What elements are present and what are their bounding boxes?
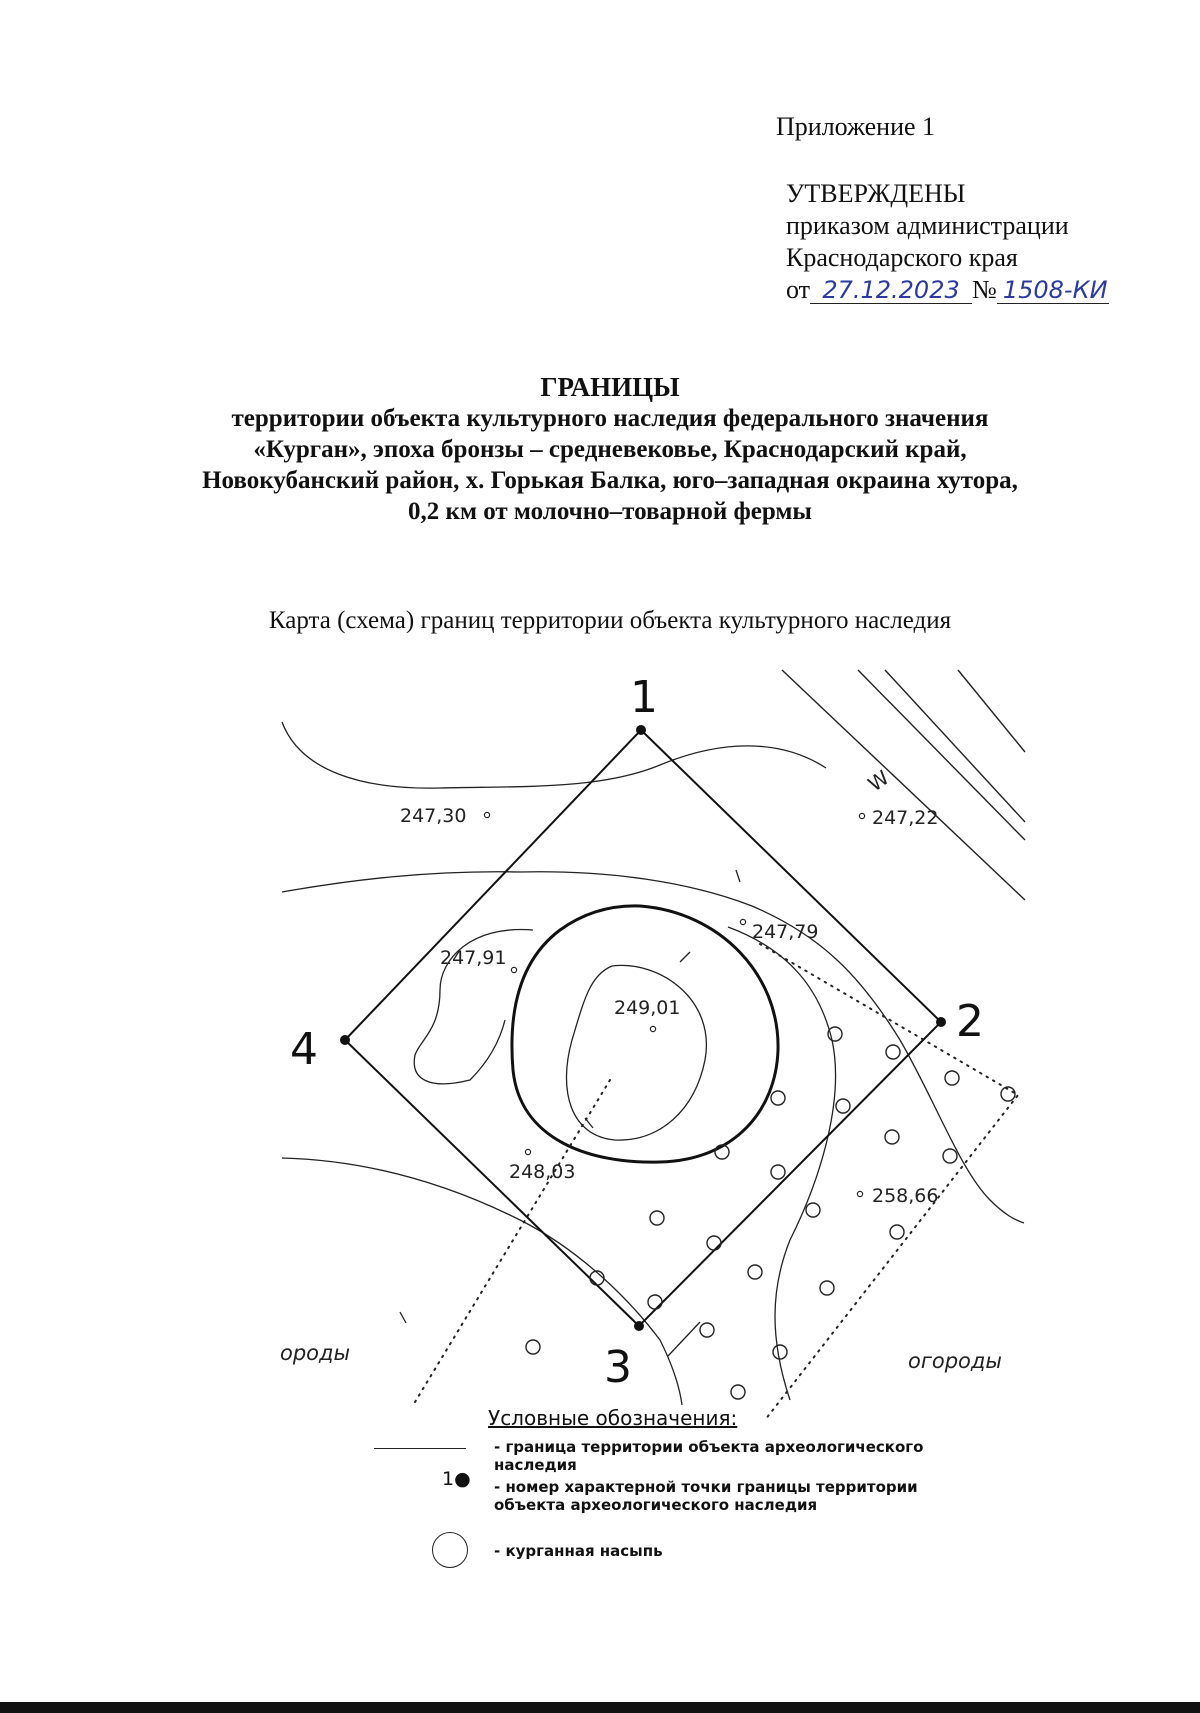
boundary-point-4 xyxy=(340,1035,350,1045)
small-mound xyxy=(526,1340,540,1354)
small-mound xyxy=(707,1236,721,1250)
handwritten-number: 1508-КИ xyxy=(1002,276,1108,304)
number-prefix: № xyxy=(972,275,997,304)
area-label-left: ороды xyxy=(280,1341,351,1365)
elevation-spot xyxy=(525,1149,530,1154)
legend-item-mound: - курганная насыпь xyxy=(494,1542,663,1560)
contour-line xyxy=(282,872,1024,1223)
map-caption: Карта (схема) границ территории объекта культурного наследия xyxy=(268,607,952,634)
approved-region: Краснодарского края xyxy=(786,243,1018,272)
small-mound xyxy=(836,1099,850,1113)
elevation-label: 258,66 xyxy=(872,1185,939,1207)
small-mound xyxy=(945,1071,959,1085)
tick-mark xyxy=(736,870,740,882)
scan-edge xyxy=(0,1702,1200,1713)
approved-by: приказом администрации xyxy=(786,211,1069,240)
contour-line xyxy=(566,965,706,1140)
legend-item-point: - номер характерной точки границы территории объекта археологического наследия xyxy=(494,1478,918,1514)
appendix-label: Приложение 1 xyxy=(776,112,936,141)
area-label-right: огороды xyxy=(908,1349,1003,1373)
elevation-spot xyxy=(484,812,489,817)
point-label-2: 2 xyxy=(956,996,984,1047)
title-line: Новокубанский район, х. Горькая Балка, юго–западная окраина хутора, xyxy=(202,467,1018,494)
elevation-label: 248,03 xyxy=(509,1161,576,1183)
legend-point-number: 1 xyxy=(442,1468,455,1490)
boundary-point-3 xyxy=(634,1321,644,1331)
small-mound xyxy=(886,1045,900,1059)
handwritten-date: 27.12.2023 xyxy=(822,276,960,304)
elevation-label: 247,91 xyxy=(440,947,507,969)
small-mound xyxy=(700,1323,714,1337)
elevation-label: 249,01 xyxy=(614,997,681,1019)
small-mound xyxy=(806,1203,820,1217)
small-mound xyxy=(773,1345,787,1359)
elevation-spot xyxy=(511,967,516,972)
road-lines xyxy=(782,670,1025,900)
legend-mound-circle-icon xyxy=(432,1532,468,1568)
area-labels xyxy=(280,1341,1002,1373)
boundary-point-2 xyxy=(936,1017,946,1027)
point-label-4: 4 xyxy=(290,1024,318,1075)
title-line: 0,2 км от молочно–товарной фермы xyxy=(408,498,812,525)
small-mound xyxy=(771,1165,785,1179)
elevation-spot xyxy=(650,1026,655,1031)
small-mounds xyxy=(526,1027,1015,1399)
tick-mark xyxy=(680,952,690,962)
north-marker: W xyxy=(863,765,894,797)
elevation-label: 247,30 xyxy=(400,805,467,827)
legend-item-boundary: - граница территории объекта археологического наследия xyxy=(494,1438,924,1474)
legend-point-sample xyxy=(442,1468,471,1490)
small-mound xyxy=(731,1385,745,1399)
contour-line xyxy=(282,722,826,788)
title-heading: ГРАНИЦЫ xyxy=(540,372,680,402)
point-label-1: 1 xyxy=(630,672,658,723)
title-line: территории объекта культурного наследия федерального значения xyxy=(231,405,989,432)
small-mound xyxy=(885,1130,899,1144)
elevation-spot xyxy=(740,919,745,924)
title-line: «Курган», эпоха бронзы – средневековье, Краснодарский край, xyxy=(253,436,967,463)
road-line xyxy=(885,670,1025,822)
tick-mark xyxy=(400,1312,406,1323)
legend-boundary-line xyxy=(374,1448,466,1449)
small-mound xyxy=(748,1265,762,1279)
date-prefix: от xyxy=(786,275,811,304)
elevation-spot xyxy=(857,1191,862,1196)
road-line xyxy=(958,670,1025,752)
small-mound xyxy=(771,1091,785,1105)
contour-line xyxy=(728,927,836,1400)
elevation-label: 247,79 xyxy=(752,921,819,943)
elevation-labels xyxy=(400,805,938,1207)
mound-outline xyxy=(512,906,778,1162)
elevation-spot xyxy=(859,813,864,818)
legend-point-dot: ● xyxy=(454,1468,471,1490)
small-mound xyxy=(648,1295,662,1309)
elevation-label: 247,22 xyxy=(872,807,939,829)
boundary-point-1 xyxy=(636,725,646,735)
tick-marks xyxy=(400,870,740,1356)
road-line xyxy=(782,670,1025,900)
small-mound xyxy=(820,1281,834,1295)
point-label-3: 3 xyxy=(604,1342,632,1393)
small-mound xyxy=(650,1211,664,1225)
small-mound xyxy=(943,1149,957,1163)
legend-title: Условные обозначения: xyxy=(488,1406,738,1430)
small-mound xyxy=(890,1225,904,1239)
tick-mark xyxy=(668,1322,700,1356)
approved-heading: УТВЕРЖДЕНЫ xyxy=(786,179,966,208)
